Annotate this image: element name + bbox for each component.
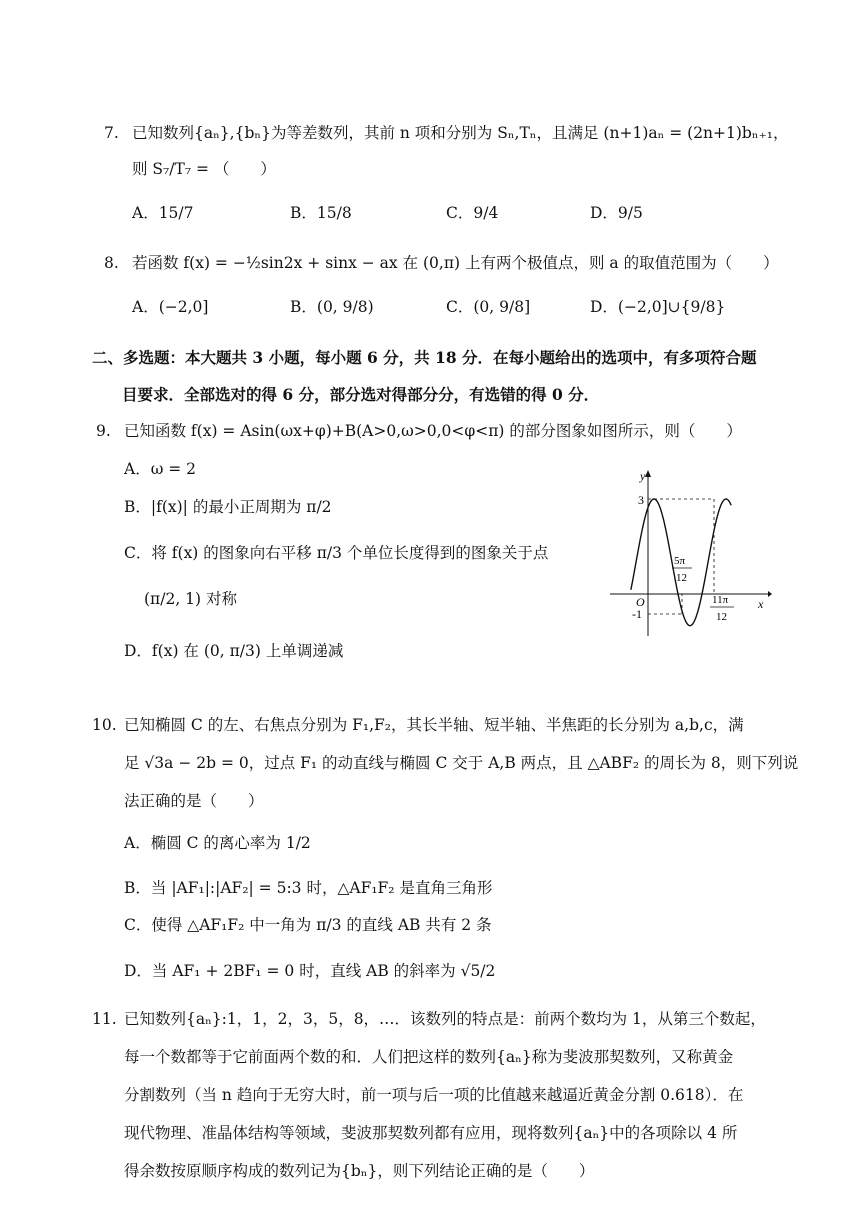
q7-option-a: A．15/7 bbox=[132, 204, 194, 222]
q11-line4: 现代物理、准晶体结构等领域，斐波那契数列都有应用，现将数列{aₙ}中的各项除以 4 所 bbox=[124, 1124, 738, 1142]
q11-number: 11. bbox=[92, 1010, 117, 1028]
x-tick-11pi-denominator: 12 bbox=[716, 611, 727, 623]
x-tick-5pi-numerator: 5π bbox=[674, 555, 686, 567]
q9-option-b: B．|f(x)| 的最小正周期为 π/2 bbox=[124, 498, 332, 516]
q9-stem: 已知函数 f(x) = Asin(ωx+φ)+B(A>0,ω>0,0<φ<π) 的部分图象如图所示，则（ ） bbox=[124, 422, 742, 440]
q9-option-c-cont: (π/2, 1) 对称 bbox=[144, 590, 238, 608]
q10-stem-line3: 法正确的是（ ） bbox=[124, 792, 264, 810]
y-axis-arrow bbox=[645, 470, 651, 477]
q10-option-c: C．使得 △AF₁F₂ 中一角为 π/3 的直线 AB 共有 2 条 bbox=[124, 916, 492, 934]
q8-number: 8. bbox=[104, 254, 119, 272]
q10-option-a: A．椭圆 C 的离心率为 1/2 bbox=[124, 834, 311, 852]
q9-option-a: A．ω = 2 bbox=[124, 460, 197, 478]
q8-option-d: D．(−2,0]∪{9/8} bbox=[590, 298, 726, 316]
q10-stem-line2: 足 √3a − 2b = 0，过点 F₁ 的动直线与椭圆 C 交于 A,B 两点，且 △ABF₂ 的周长为 8，则下列说 bbox=[124, 754, 799, 772]
q10-option-b: B．当 |AF₁|:|AF₂| = 5:3 时，△AF₁F₂ 是直角三角形 bbox=[124, 879, 493, 897]
q9-number: 9. bbox=[96, 422, 111, 440]
q7-stem-line1: 已知数列{aₙ},{bₙ}为等差数列，其前 n 项和分别为 Sₙ,Tₙ，且满足 (n+1)aₙ = (2n+1)bₙ₊₁， bbox=[132, 124, 789, 142]
q11-line2: 每一个数都等于它前面两个数的和．人们把这样的数列{aₙ}称为斐波那契数列，又称黄金 bbox=[124, 1048, 734, 1066]
q9-option-d: D．f(x) 在 (0, π/3) 上单调递减 bbox=[124, 642, 344, 660]
q8-option-b: B．(0, 9/8) bbox=[290, 298, 374, 316]
function-graph bbox=[606, 468, 772, 640]
section2-heading-line2: 目要求．全部选对的得 6 分，部分选对得部分分，有选错的得 0 分． bbox=[122, 385, 600, 404]
q11-line1: 已知数列{aₙ}:1，1，2，3，5，8，…．该数列的特点是：前两个数均为 1，从第三个数起， bbox=[124, 1010, 766, 1028]
x-tick-11pi-numerator: 11π bbox=[712, 594, 729, 606]
q8-stem: 若函数 f(x) = −½sin2x + sinx − ax 在 (0,π) 上有两个极值点，则 a 的取值范围为（ ） bbox=[132, 254, 779, 272]
q9-option-c: C．将 f(x) 的图象向右平移 π/3 个单位长度得到的图象关于点 bbox=[124, 544, 549, 562]
q7-option-b: B．15/8 bbox=[290, 204, 352, 222]
x-axis-arrow bbox=[768, 591, 772, 597]
x-axis-label: x bbox=[758, 597, 764, 611]
q8-option-a: A．(−2,0] bbox=[132, 298, 209, 316]
y-min-label: -1 bbox=[632, 607, 642, 621]
y-max-label: 3 bbox=[638, 493, 644, 507]
section2-heading-line1: 二、多选题：本大题共 3 小题，每小题 6 分，共 18 分．在每小题给出的选项中，有多项符合题 bbox=[92, 348, 757, 367]
q11-line5: 得余数按原顺序构成的数列记为{bₙ}，则下列结论正确的是（ ） bbox=[124, 1162, 595, 1180]
y-axis-label: y bbox=[640, 469, 646, 483]
q10-option-d: D．当 AF₁ + 2BF₁ = 0 时，直线 AB 的斜率为 √5/2 bbox=[124, 962, 496, 980]
q7-option-d: D．9/5 bbox=[590, 204, 643, 222]
q10-stem-line1: 已知椭圆 C 的左、右焦点分别为 F₁,F₂，其长半轴、短半轴、半焦距的长分别为 a,b,c，满 bbox=[124, 716, 744, 734]
q8-option-c: C．(0, 9/8] bbox=[446, 298, 531, 316]
q11-line3: 分割数列（当 n 趋向于无穷大时，前一项与后一项的比值越来越逼近黄金分割 0.618）．在 bbox=[124, 1086, 744, 1104]
origin-label: O bbox=[636, 595, 645, 609]
q7-number: 7. bbox=[104, 124, 119, 142]
q7-option-c: C．9/4 bbox=[446, 204, 499, 222]
x-tick-5pi-denominator: 12 bbox=[676, 572, 687, 584]
q10-number: 10. bbox=[92, 716, 117, 734]
q7-stem-line2: 则 S₇/T₇ = （ ） bbox=[132, 160, 276, 178]
